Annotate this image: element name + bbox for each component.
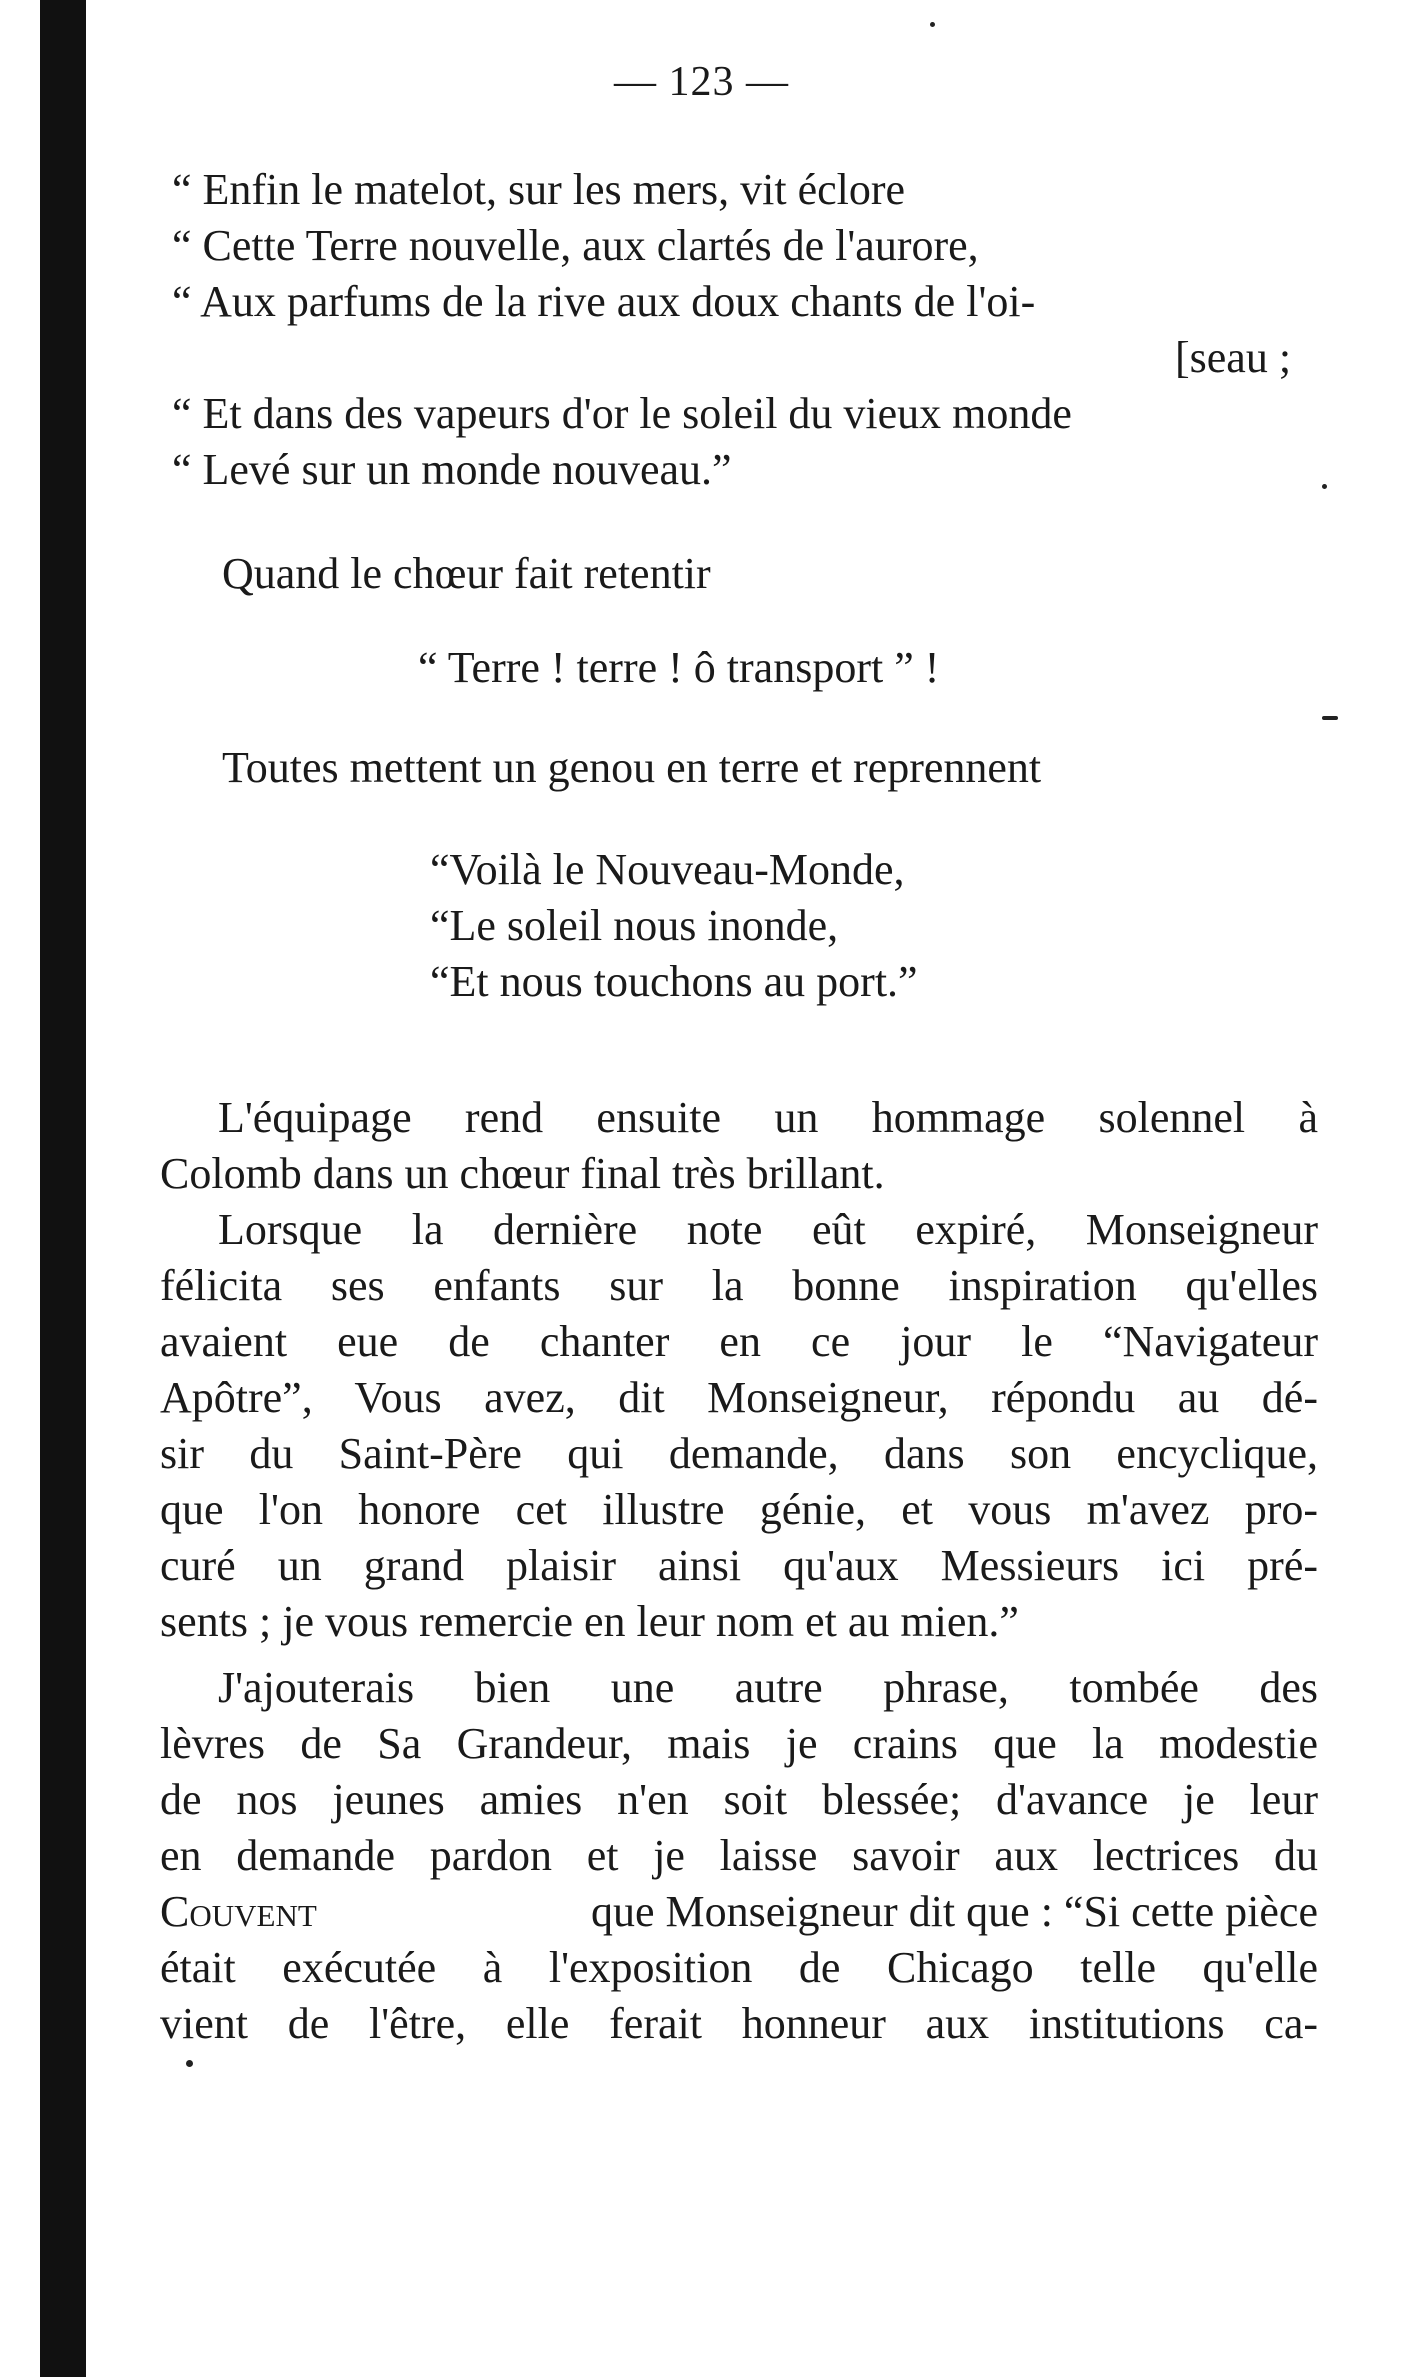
paragraph-line: sents ; je vous remercie en leur nom et au mien.” (160, 1597, 1019, 1646)
poem-line-continuation: [seau ; (1175, 333, 1292, 382)
paragraph-line: curé un grand plaisir ainsi qu'aux Messieurs ici pré- (160, 1541, 1318, 1590)
refrain-line: “Voilà le Nouveau-Monde, (430, 845, 905, 894)
paragraph-line: félicita ses enfants sur la bonne inspiration qu'elles (160, 1261, 1318, 1310)
paragraph-line: sir du Saint-Père qui demande, dans son encyclique, (160, 1429, 1318, 1478)
paragraph-line: vient de l'être, elle ferait honneur aux institutions ca- (160, 1999, 1318, 2048)
paragraph-line: que l'on honore cet illustre génie, et vous m'avez pro- (160, 1485, 1318, 1534)
refrain-line: “Et nous touchons au port.” (430, 957, 918, 1006)
scan-speck (1322, 716, 1338, 720)
scan-speck (930, 22, 935, 27)
paragraph-line: Colomb dans un chœur final très brillant. (160, 1149, 885, 1198)
scan-speck (1322, 484, 1327, 489)
poem-line: “ Cette Terre nouvelle, aux clartés de l'aurore, (172, 221, 979, 270)
poem-line: “ Levé sur un monde nouveau.” (172, 445, 732, 494)
page-number: — 123 — (614, 59, 789, 105)
poem-line: “ Enfin le matelot, sur les mers, vit éclore (172, 165, 906, 214)
paragraph-line: Lorsque la dernière note eût expiré, Monseigneur (218, 1205, 1318, 1254)
stage-direction: Toutes mettent un genou en terre et reprennent (222, 743, 1042, 792)
paragraph-line (160, 1884, 1318, 1940)
paragraph-line: de nos jeunes amies n'en soit blessée; d'avance je leur (160, 1775, 1318, 1824)
paragraph-line: J'ajouterais bien une autre phrase, tombée des (218, 1663, 1318, 1712)
exclamation-line: “ Terre ! terre ! ô transport ” ! (418, 643, 940, 692)
poem-line: “ Aux parfums de la rive aux doux chants de l'oi- (172, 277, 1036, 326)
paragraph-line: en demande pardon et je laisse savoir aux lectrices du (160, 1831, 1318, 1880)
paragraph-line: était exécutée à l'exposition de Chicago telle qu'elle (160, 1943, 1318, 1992)
scan-speck (186, 2060, 193, 2067)
paragraph-line: L'équipage rend ensuite un hommage solennel à (218, 1093, 1318, 1142)
paragraph-line-rest: que Monseigneur dit que : “Si cette pièce (591, 1887, 1318, 1936)
poem-line: “ Et dans des vapeurs d'or le soleil du vieux monde (172, 389, 1072, 438)
journal-name: Couvent (160, 1887, 317, 1936)
paragraph-line: Apôtre”, Vous avez, dit Monseigneur, répondu au dé- (160, 1373, 1318, 1422)
binding-edge (40, 0, 86, 2377)
paragraph-line: lèvres de Sa Grandeur, mais je crains que la modestie (160, 1719, 1318, 1768)
paragraph-line: avaient eue de chanter en ce jour le “Navigateur (160, 1317, 1318, 1366)
stage-direction: Quand le chœur fait retentir (222, 549, 711, 598)
refrain-line: “Le soleil nous inonde, (430, 901, 839, 950)
